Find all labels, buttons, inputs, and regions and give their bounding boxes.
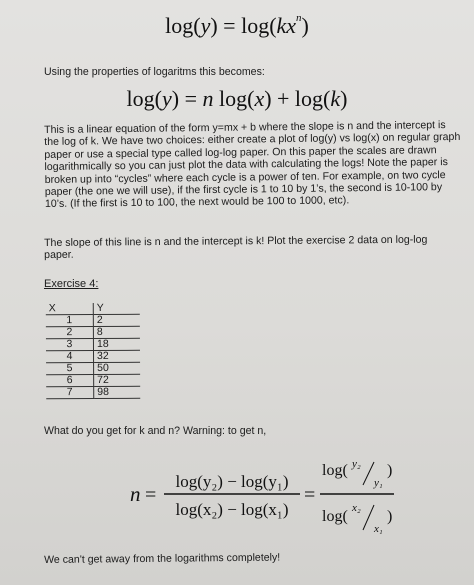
cell-y: 18 [93,338,140,350]
eq2-plus: ) + log( [264,86,331,111]
eq1-y: y [200,13,211,38]
cell-x: 2 [46,326,94,338]
table-row [46,314,140,326]
cell-x: 5 [46,362,94,374]
ratio-den-bottom: x₁ [374,523,383,535]
eq1-k: k [276,13,287,38]
table-row [46,386,140,398]
eq2-y: y [161,86,172,111]
ratio-num-top: y₂ [352,458,361,470]
cell-y: 50 [94,362,141,374]
table-row [46,362,140,374]
explanation-paragraph: This is a linear equation of the form y=mx + b where the slope is n and the intercept is the log of k. We have two choices: either create a plot of log(y) vs log(x) on regular graph paper or use a special type called log-log paper. On this paper the scales are drawn logarithmically so you can just plot the data with calculating the logs! Note the paper is broken up into “cycles” where each cycle is a power of ten. For example, on two cycle paper (the one we will use), if the first cycle is 1 to 10 by 1’s, the second is 10-100 by 10’s. (If the first is 10 to 100, the next would be 100 to 1000, etc). [44,119,461,211]
cell-x: 3 [46,338,94,350]
slope-formula-svg [130,455,450,535]
formula-equals-2: = [304,484,316,506]
eq2-x: x [254,86,265,111]
eq2-k: k [330,86,341,111]
header-x: X [46,303,94,315]
ratio-num-log: log( [322,462,348,479]
warning-text: What do you get for k and n? Warning: to get n, [44,425,267,437]
eq2-mid: ) = [171,86,203,111]
ratio-den-close: ) [387,508,393,525]
ratio-den-top: x₂ [352,502,361,514]
slope-formula [130,455,450,535]
eq2-log-text: log( [126,86,162,111]
eq2-n: n [202,86,214,111]
log-linear-equation [0,86,474,112]
eq2-log1: log( [213,86,255,111]
power-law-equation [0,12,474,39]
formula-n: n [130,482,141,506]
exercise-title: Exercise 4: [44,278,99,290]
closing-text: We can't get away from the logarithms completely! [44,551,281,566]
eq1-exponent-n: n [296,12,302,24]
slope-paragraph: The slope of this line is n and the intercept is k! Plot the exercise 2 data on log-log paper. [44,233,428,262]
eq1-mid: ) = log( [210,13,277,38]
cell-x: 6 [46,374,94,386]
eq1-log-text: log( [165,13,201,38]
table-header-row [46,303,140,315]
ratio-num-bottom: y₁ [374,477,383,489]
cell-x: 7 [46,386,94,398]
cell-y: 8 [93,326,140,338]
table-row [46,326,140,338]
table-row [46,350,140,362]
intro-text: Using the properties of logaritms this becomes: [44,66,265,78]
table-row [46,374,140,386]
cell-y: 2 [93,314,140,326]
eq2-close: ) [340,86,348,111]
table-row [46,338,140,350]
header-y: Y [93,303,140,315]
ratio-num-slash [363,462,374,485]
cell-y: 32 [93,350,140,362]
ratio-den-log: log( [322,508,348,525]
eq1-close: ) [301,13,309,38]
cell-x: 1 [46,314,94,326]
data-table [46,303,141,399]
cell-y: 72 [94,374,141,386]
ratio-den-slash [363,505,374,530]
cell-x: 4 [46,350,94,362]
formula-numerator: log(y₂) − log(y₁) [175,472,289,491]
formula-denominator: log(x₂) − log(x₁) [175,500,289,519]
formula-equals: = [145,484,157,506]
ratio-num-close: ) [387,462,393,479]
eq1-x: x [286,13,297,38]
cell-y: 98 [94,386,141,398]
